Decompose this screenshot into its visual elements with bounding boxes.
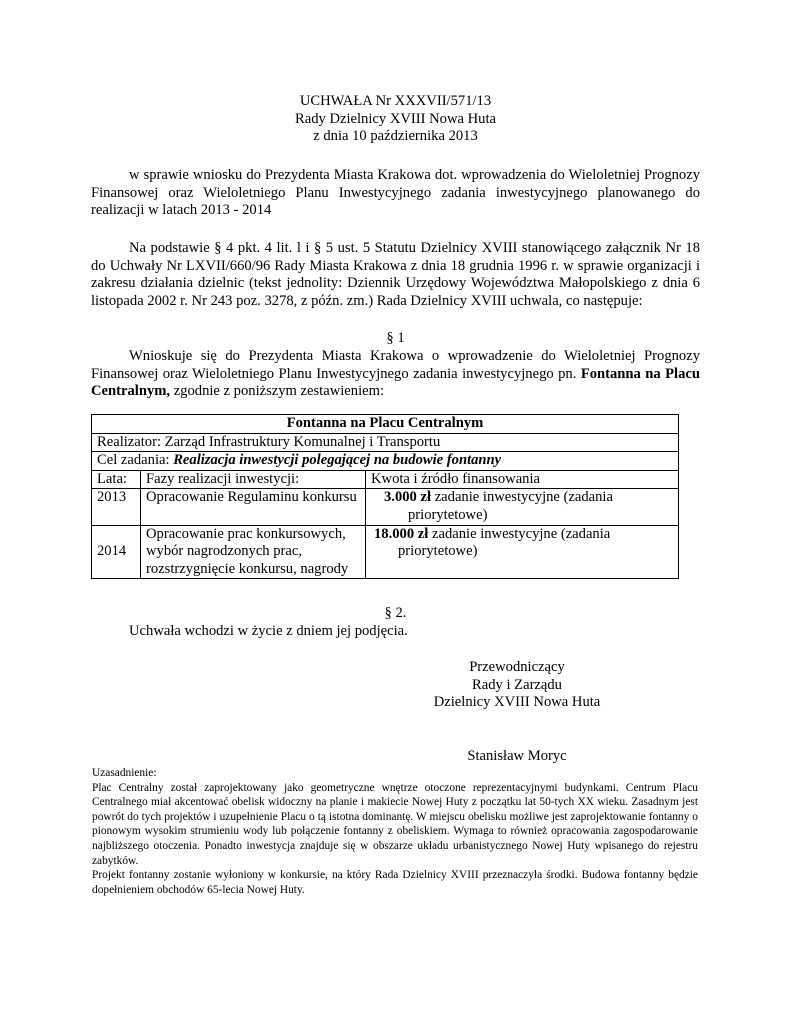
signature-block bbox=[412, 659, 622, 712]
row-amount: 3.000 zł bbox=[384, 489, 432, 506]
row-amount: 18.000 zł bbox=[374, 525, 429, 542]
resolution-number: UCHWAŁA Nr XXXVII/571/13 bbox=[299, 93, 492, 109]
signature-body: Rady i Zarządu bbox=[472, 676, 562, 693]
goal-label: Cel zadania: bbox=[97, 452, 170, 469]
table-goal bbox=[92, 452, 679, 471]
goal-value: Realizacja inwestycji polegającej na budowie fontanny bbox=[173, 452, 502, 469]
section-1-text bbox=[91, 348, 700, 401]
justification-title: Uzasadnienie: bbox=[92, 767, 157, 779]
table-realizator: Realizator: Zarząd Infrastruktury Komunalnej i Transportu bbox=[92, 433, 679, 452]
row-source: zadanie inwestycyjne (zadania priorytetowe) bbox=[408, 489, 613, 523]
table-row bbox=[92, 489, 679, 525]
row-amount-cell bbox=[366, 525, 679, 579]
justification-paragraph: Projekt fontanny zostanie wyłoniony w konkursie, na który Rada Dzielnicy XVIII przeznaczyła środki. Budowa fontanny będzie dopełnieniem obchodów 65-lecia Nowej Huty. bbox=[92, 869, 698, 896]
row-phase: Opracowanie prac konkursowych, wybór nagrodzonych prac, rozstrzygnięcie konkursu, nagrody bbox=[141, 525, 366, 579]
signature-district: Dzielnicy XVIII Nowa Huta bbox=[433, 694, 601, 711]
table-goal-row bbox=[92, 452, 679, 471]
justification-paragraph: Plac Centralny został zaprojektowany jako geometryczne wnętrze otoczone reprezentacyjnymi budynkami. Centrum Placu Centralnego miał akcentować obelisk widoczny na planie i makiecie Nowej Huty z początku lat 50-tych XX wieku. Zasadnym jest powrót do tych projektów i uzupełnienie Placu o tą istotna dominantę. W miejscu obelisku możliwe jest zaprojektowanie fontanny o pionowym wysokim strumieniu wody lub połączenie fontanny z obeliskiem. Wymaga to również opracowania zagospodarowanie najbliższego otoczenia. Ponadto inwestycja znajduje się w obszarze układu urbanistycznego Nowej Huty wpisanego do rejestru zabytków. bbox=[92, 781, 698, 867]
resolution-subject: w sprawie wniosku do Prezydenta Miasta Krakowa dot. wprowadzenia do Wieloletniej Prognozy Finansowej oraz Wieloletniego Planu Inwestycyjnego zadania inwestycyjnego planowanego do realizacji w latach 2013 - 2014 bbox=[91, 167, 700, 219]
col-years-header: Lata: bbox=[92, 470, 141, 489]
task-name: Fontanna na Placu Centralnym, bbox=[91, 365, 700, 400]
signatory-name: Stanisław Moryc bbox=[467, 748, 567, 764]
table-title-row bbox=[92, 415, 679, 434]
row-year: 2013 bbox=[92, 489, 141, 525]
resolution-header bbox=[0, 93, 791, 146]
row-source: zadanie inwestycyjne (zadania priorytetowe) bbox=[398, 525, 611, 560]
table-header-row bbox=[92, 470, 679, 489]
table-realizator-row bbox=[92, 433, 679, 452]
row-amount-cell bbox=[366, 489, 679, 525]
signature-role: Przewodniczący bbox=[469, 659, 565, 675]
table-row bbox=[92, 525, 679, 579]
section-2-text: Uchwała wchodzi w życie z dniem jej podjęcia. bbox=[129, 623, 408, 639]
table-title: Fontanna na Placu Centralnym bbox=[92, 415, 679, 434]
col-phases-header: Fazy realizacji inwestycji: bbox=[141, 470, 366, 489]
justification bbox=[92, 766, 698, 897]
row-phase: Opracowanie Regulaminu konkursu bbox=[141, 489, 366, 525]
section-2-mark: § 2. bbox=[384, 605, 407, 621]
resolution-date: z dnia 10 października 2013 bbox=[313, 128, 478, 145]
section-1-request: Wnioskuje się do Prezydenta Miasta Krakowa o wprowadzenie do Wieloletniej Prognozy Finansowej oraz Wieloletniego Planu Inwestycyjnego zadania inwestycyjnego pn. bbox=[91, 348, 700, 382]
council-name: Rady Dzielnicy XVIII Nowa Huta bbox=[294, 110, 496, 127]
col-amount-header: Kwota i źródło finansowania bbox=[366, 470, 679, 489]
section-1-tail: zgodnie z poniższym zestawieniem: bbox=[173, 383, 385, 400]
legal-basis: Na podstawie § 4 pkt. 4 lit. l i § 5 ust. 5 Statutu Dzielnicy XVIII stanowiącego załącznik Nr 18 do Uchwały Nr LXVII/660/96 Rady Miasta Krakowa z dnia 18 grudnia 1996 r. w sprawie organizacji i zakresu działania dzielnic (tekst jednolity: Dziennik Urzędowy Województwa Małopolskiego z dnia 6 listopada 2002 r. Nr 243 poz. 3278, z późn. zm.) Rada Dzielnicy XVIII uchwala, co następuje: bbox=[91, 240, 700, 309]
row-year: 2014 bbox=[92, 525, 141, 579]
section-1-mark: § 1 bbox=[386, 330, 405, 346]
investment-table bbox=[91, 414, 679, 579]
